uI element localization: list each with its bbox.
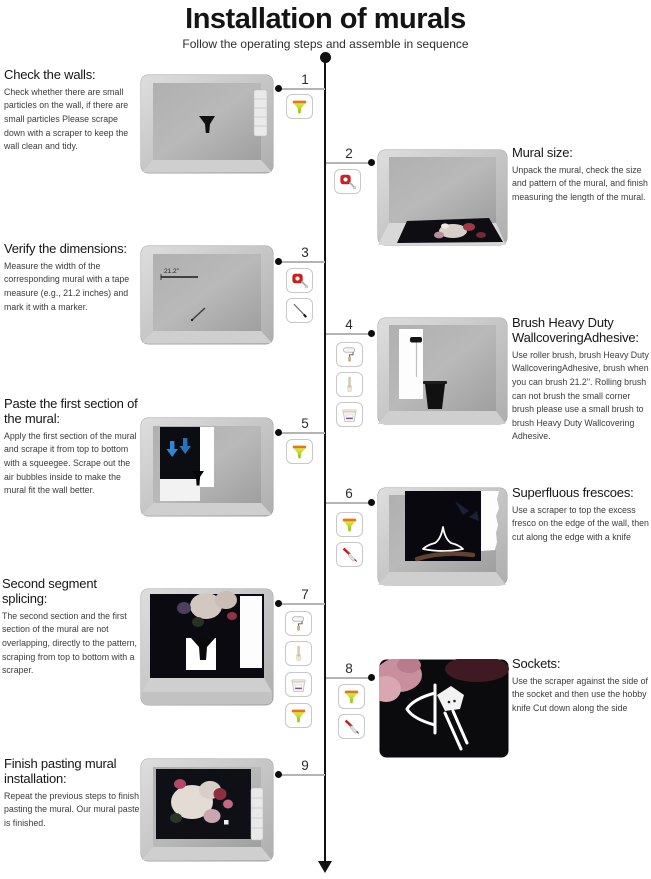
knife-icon (338, 714, 365, 739)
step-4-number: 4 (345, 317, 353, 332)
step-3-text (4, 242, 138, 314)
brush-icon (285, 641, 312, 666)
roller-icon (336, 342, 363, 367)
step-5-number: 5 (301, 416, 309, 431)
step-8-dot (368, 674, 375, 681)
adhesive-bucket-icon (336, 402, 363, 427)
step-6-dot (368, 499, 375, 506)
step-4-text (512, 316, 649, 444)
step-9-room-image (140, 758, 274, 862)
step-4-body: Use roller brush, brush Heavy Duty WallcoveringAdhesive, brush when you can brush 21.2". Rolling brush can not brush the small corner brush please use a small brush to brush Heavy Duty Wallcovering Adhesive. (512, 349, 649, 442)
step-5-heading: Paste the first section of the mural: (4, 396, 138, 426)
brush-icon (336, 372, 363, 397)
step-7-body: The second section and the first section of the mural are not overlapping, directly to the pattern, scraping from top to bottom with a scraper. (2, 610, 137, 676)
step-9-dot (275, 771, 282, 778)
step-5-body: Apply the first section of the mural and scrape it from top to bottom with a squeegee. Scrape out the air bubbles inside to make the mural fit the wall better. (4, 430, 137, 496)
tape-measure-icon (286, 268, 313, 293)
marker-icon (286, 298, 313, 323)
step-1-heading: Check the walls: (4, 67, 96, 82)
step-8-body: Use the scraper against the side of the socket and then use the hobby knife Cut down along the side (512, 675, 648, 714)
step-4-heading: Brush Heavy Duty WallcoveringAdhesive: (512, 315, 639, 345)
step-5-branch-line (279, 432, 325, 434)
timeline-line (324, 57, 326, 863)
step-1-number: 1 (301, 72, 309, 87)
step-7-number: 7 (301, 587, 309, 602)
step-6-branch-line (326, 502, 372, 504)
tape-measure-icon (334, 169, 361, 194)
step-5-dot (275, 429, 282, 436)
step-4-dot (368, 330, 375, 337)
step-5-room-image (140, 417, 274, 517)
knife-icon (336, 542, 363, 567)
step-7-branch-line (279, 603, 325, 605)
timeline-arrow-icon (318, 861, 332, 873)
step-6-number: 6 (345, 486, 353, 501)
step-2-heading: Mural size: (512, 145, 573, 160)
step-1-room-image (140, 74, 274, 174)
step-1-dot (275, 85, 282, 92)
page-subtitle: Follow the operating steps and assemble in sequence (182, 37, 469, 51)
scraper-icon (285, 703, 312, 728)
adhesive-bucket-icon (285, 672, 312, 697)
step-2-dot (368, 159, 375, 166)
step-9-number: 9 (301, 758, 309, 773)
step-2-room-image (377, 149, 508, 246)
step-6-text (512, 486, 649, 545)
roller-icon (285, 611, 312, 636)
step-1-text (4, 68, 134, 154)
step-8-photo-image (379, 659, 509, 758)
step-6-heading: Superfluous frescoes: (512, 485, 634, 500)
step-6-room-image (377, 487, 508, 586)
step-8-text (512, 657, 649, 716)
step-8-number: 8 (345, 661, 353, 676)
scraper-icon (286, 94, 313, 119)
step-3-branch-line (279, 261, 325, 263)
page-title: Installation of murals (185, 3, 466, 35)
step-2-branch-line (326, 162, 372, 164)
step-3-dot (275, 258, 282, 265)
step-9-body: Repeat the previous steps to finish pasting the mural. Our mural paste is finished. (4, 790, 140, 828)
step-6-body: Use a scraper to top the excess fresco on the edge of the wall, then cut along the edge with a knife (512, 504, 649, 543)
scraper-icon (286, 439, 313, 464)
step-5-text (4, 397, 138, 498)
step-8-branch-line (326, 677, 372, 679)
step-3-heading: Verify the dimensions: (4, 241, 127, 256)
step-9-text (4, 757, 142, 831)
step-7-text (2, 577, 138, 678)
step-4-branch-line (326, 333, 372, 335)
scraper-icon (336, 512, 363, 537)
step-7-room-image (140, 588, 274, 706)
step-9-heading: Finish pasting mural installation: (4, 756, 117, 786)
step-3-body: Measure the width of the corresponding mural with a tape measure (e.g., 21.2 inches) and mark it with a marker. (4, 260, 130, 312)
step-2-text (512, 146, 649, 205)
scraper-icon (338, 684, 365, 709)
step-4-room-image (377, 317, 508, 425)
step-3-number: 3 (301, 245, 309, 260)
step-7-dot (275, 600, 282, 607)
step-7-heading: Second segment splicing: (2, 576, 97, 606)
svg-text:21.2": 21.2" (164, 268, 179, 275)
step-2-body: Unpack the mural, check the size and pattern of the mural, and finish measuring the length of the mural. (512, 164, 648, 203)
step-1-body: Check whether there are small particles on the wall, if there are small particles Please scrape down with a scraper to keep the wall clean and tidy. (4, 86, 129, 152)
step-8-heading: Sockets: (512, 656, 561, 671)
step-9-branch-line (279, 774, 325, 776)
step-1-branch-line (279, 88, 325, 90)
step-3-room-image (140, 245, 274, 345)
step-2-number: 2 (345, 146, 353, 161)
